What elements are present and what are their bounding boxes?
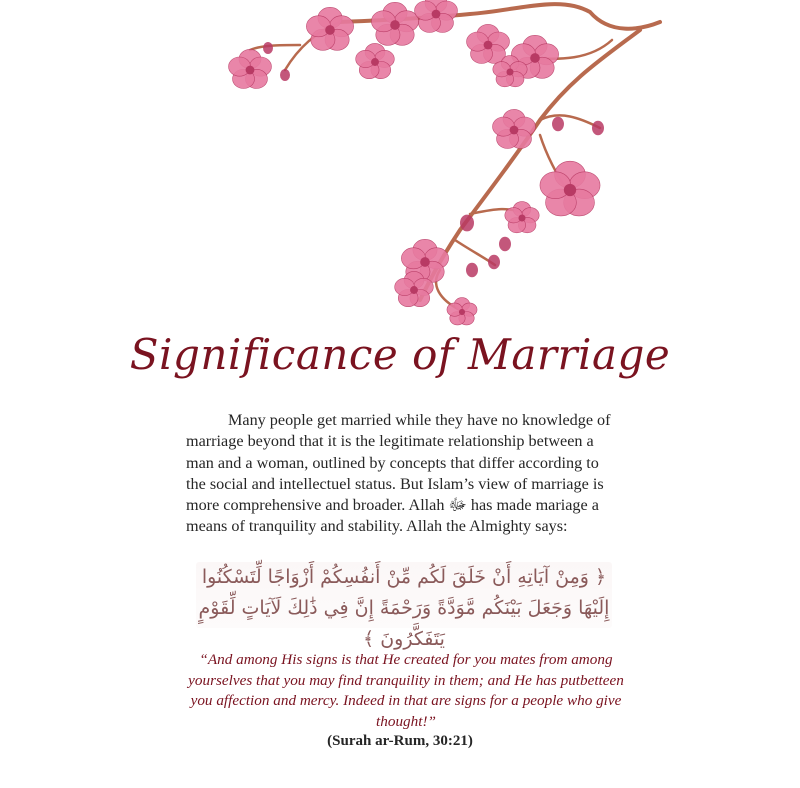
intro-paragraph: [186, 410, 622, 538]
blossom-center: [459, 309, 465, 315]
blossom-center: [325, 25, 335, 35]
branch-stem: [540, 115, 600, 128]
blossom-center: [564, 184, 576, 196]
blossom-center: [518, 214, 525, 221]
blossom-flower: [415, 0, 458, 32]
intro-text: Many people get married while they have no knowledge of marriage beyond that it is the legitimate relationship between a man and a woman, outlined by concepts that differ according to the social and intellectuel status. But Islam’s view of marriage is more comprehensive and broader. Allah ﷻ has made mariage a means of tranquility and stability. Allah the Almighty says:: [186, 411, 611, 536]
blossom-flower: [505, 202, 539, 233]
verse-reference: (Surah ar-Rum, 30:21): [327, 733, 473, 749]
blossom-center: [484, 41, 493, 50]
arabic-verse: ﴿ وَمِنْ آيَاتِهِ أَنْ خَلَقَ لَكُم مِّنْ أَنفُسِكُمْ أَزْوَاجًا لِّتَسْكُنُوا إِلَيْهَا وَجَعَلَ بَيْنَكُم مَّوَدَّةً وَرَحْمَةً إِنَّ فِي ذَٰلِكَ لَآيَاتٍ لِّقَوْمٍ يَتَفَكَّرُونَ ﴾: [196, 562, 612, 628]
blossom-flower: [306, 7, 353, 50]
blossom-center: [420, 257, 430, 267]
blossom-flower: [447, 298, 477, 325]
page-title: Significance of Marriage: [129, 330, 671, 379]
blossom-bud: [466, 263, 478, 277]
blossom-flower: [371, 2, 418, 45]
blossom-center: [246, 66, 255, 75]
blossom-flower: [356, 43, 395, 78]
blossom-center: [506, 68, 513, 75]
blossom-center: [530, 53, 540, 63]
cherry-blossom-branch-illustration: [0, 0, 800, 340]
blossom-flower: [493, 109, 536, 148]
blossom-center: [390, 20, 400, 30]
blossom-bud: [280, 69, 290, 81]
blossom-flower: [540, 161, 600, 216]
blossom-bud: [592, 121, 604, 135]
blossom-center: [410, 286, 418, 294]
branch-stem: [250, 45, 300, 50]
blossom-center: [432, 10, 441, 19]
blossom-flower: [467, 24, 510, 63]
blossom-flower: [229, 49, 272, 88]
blossom-center: [510, 126, 519, 135]
blossom-bud: [263, 42, 273, 54]
blossom-bud: [488, 255, 500, 269]
blossom-bud: [460, 215, 474, 232]
blossom-center: [371, 58, 379, 66]
verse-translation: “And among His signs is that He created for you mates from among yourselves that you may find tranquility in them; and He has putbetteen you affection and mercy. Indeed in that are signs for a people who give thought!”: [188, 651, 624, 730]
blossom-bud: [552, 117, 564, 131]
blossom-bud: [499, 237, 511, 251]
